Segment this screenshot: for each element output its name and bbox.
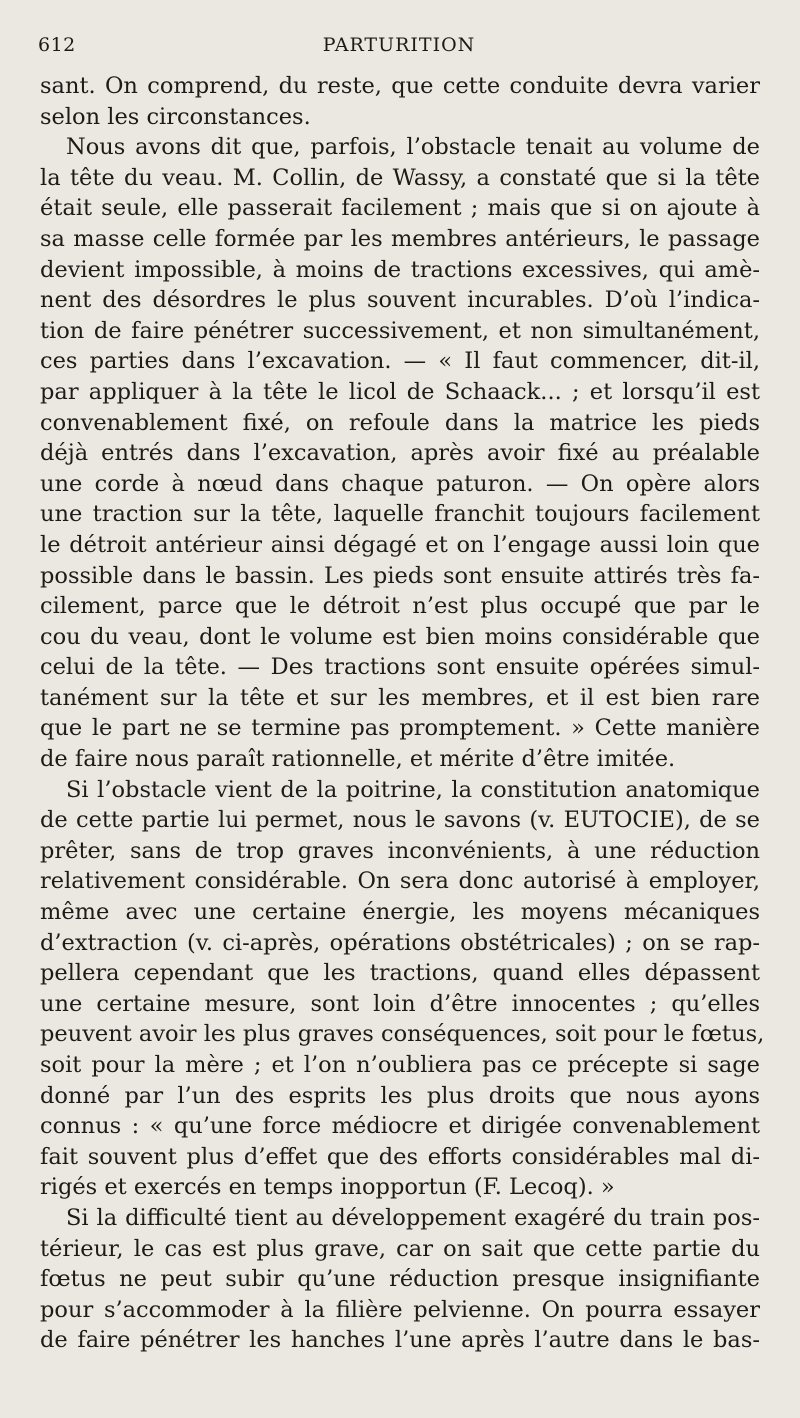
text-line: peuvent avoir les plus graves conséquences, soit pour le fœtus, [40,1021,765,1048]
text-line: nent des désordres le plus souvent incurables. D’où l’indica- [40,287,760,314]
text-line: de faire pénétrer les hanches l’une après l’autre dans le bas- [40,1327,760,1354]
page-header [38,34,760,58]
text-line: d’extraction (v. ci-après, opérations obstétricales) ; on se rap- [40,929,760,956]
text-line: convenablement fixé, on refoule dans la matrice les pieds [40,409,760,436]
text-line: une corde à nœud dans chaque paturon. — On opère alors [40,470,760,497]
text-line: tion de faire pénétrer successivement, et non simultanément, [40,317,760,344]
text-line: relativement considérable. On sera donc autorisé à employer, [40,868,760,895]
text-line: déjà entrés dans l’excavation, après avoir fixé au préalable [40,440,760,467]
text-line: tanément sur la tête et sur les membres, et il est bien rare [40,684,760,711]
body-text [40,71,765,1356]
text-line: soit pour la mère ; et l’on n’oubliera pas ce précepte si sage [40,1052,760,1078]
text-line: fait souvent plus d’effet que des efforts considérables mal di- [40,1143,760,1170]
text-line: que le part ne se termine pas promptement. » Cette manière [40,715,760,742]
text-line: était seule, elle passerait facilement ; mais que si on ajoute à [40,195,760,222]
text-line: une traction sur la tête, laquelle franchit toujours facilement [40,501,760,528]
text-line: pour s’accommoder à la filière pelvienne. On pourra essayer [40,1296,760,1323]
text-line: de cette partie lui permet, nous le savons (v. EUTOCIE), de se [40,807,760,834]
running-title: PARTURITION [322,34,476,56]
text-line: fœtus ne peut subir qu’une réduction presque insignifiante [40,1266,760,1293]
text-line: devient impossible, à moins de tractions excessives, qui amè- [40,256,760,283]
text-line: connus : « qu’une force médiocre et dirigée convenablement [40,1113,760,1140]
text-line: le détroit antérieur ainsi dégagé et on l’engage aussi loin que [40,531,760,558]
text-line: possible dans le bassin. Les pieds sont ensuite attirés très fa- [40,562,760,589]
text-line: térieur, le cas est plus grave, car on sait que cette partie du [40,1235,760,1262]
text-line: sa masse celle formée par les membres antérieurs, le passage [40,225,760,252]
text-line: selon les circonstances. [40,103,311,130]
text-line: celui de la tête. — Des tractions sont ensuite opérées simul- [40,654,760,681]
text-line: pellera cependant que les tractions, quand elles dépassent [40,960,760,987]
text-line: prêter, sans de trop graves inconvénients, à une réduction [40,837,760,864]
text-line: Nous avons dit que, parfois, l’obstacle tenait au volume de [66,134,760,161]
text-line: Si la difficulté tient au développement exagéré du train pos- [66,1204,760,1231]
text-line: sant. On comprend, du reste, que cette conduite devra varier [40,73,760,99]
page-number: 612 [38,34,76,56]
text-line: par appliquer à la tête le licol de Schaack... ; et lorsqu’il est [40,378,760,405]
text-line: même avec une certaine énergie, les moyens mécaniques [40,899,760,926]
text-line: rigés et exercés en temps inopportun (F. Lecoq). » [40,1174,615,1201]
text-line: la tête du veau. M. Collin, de Wassy, a constaté que si la tête [40,164,760,191]
text-line: de faire nous paraît rationnelle, et mérite d’être imitée. [40,746,676,773]
text-line: ces parties dans l’excavation. — « Il faut commencer, dit-il, [40,348,760,375]
text-line: cilement, parce que le détroit n’est plus occupé que par le [40,593,760,620]
text-line: une certaine mesure, sont loin d’être innocentes ; qu’elles [40,990,760,1017]
text-line: Si l’obstacle vient de la poitrine, la constitution anatomique [66,776,760,803]
text-line: donné par l’un des esprits les plus droits que nous ayons [40,1082,760,1109]
text-line: cou du veau, dont le volume est bien moins considérable que [40,623,760,650]
